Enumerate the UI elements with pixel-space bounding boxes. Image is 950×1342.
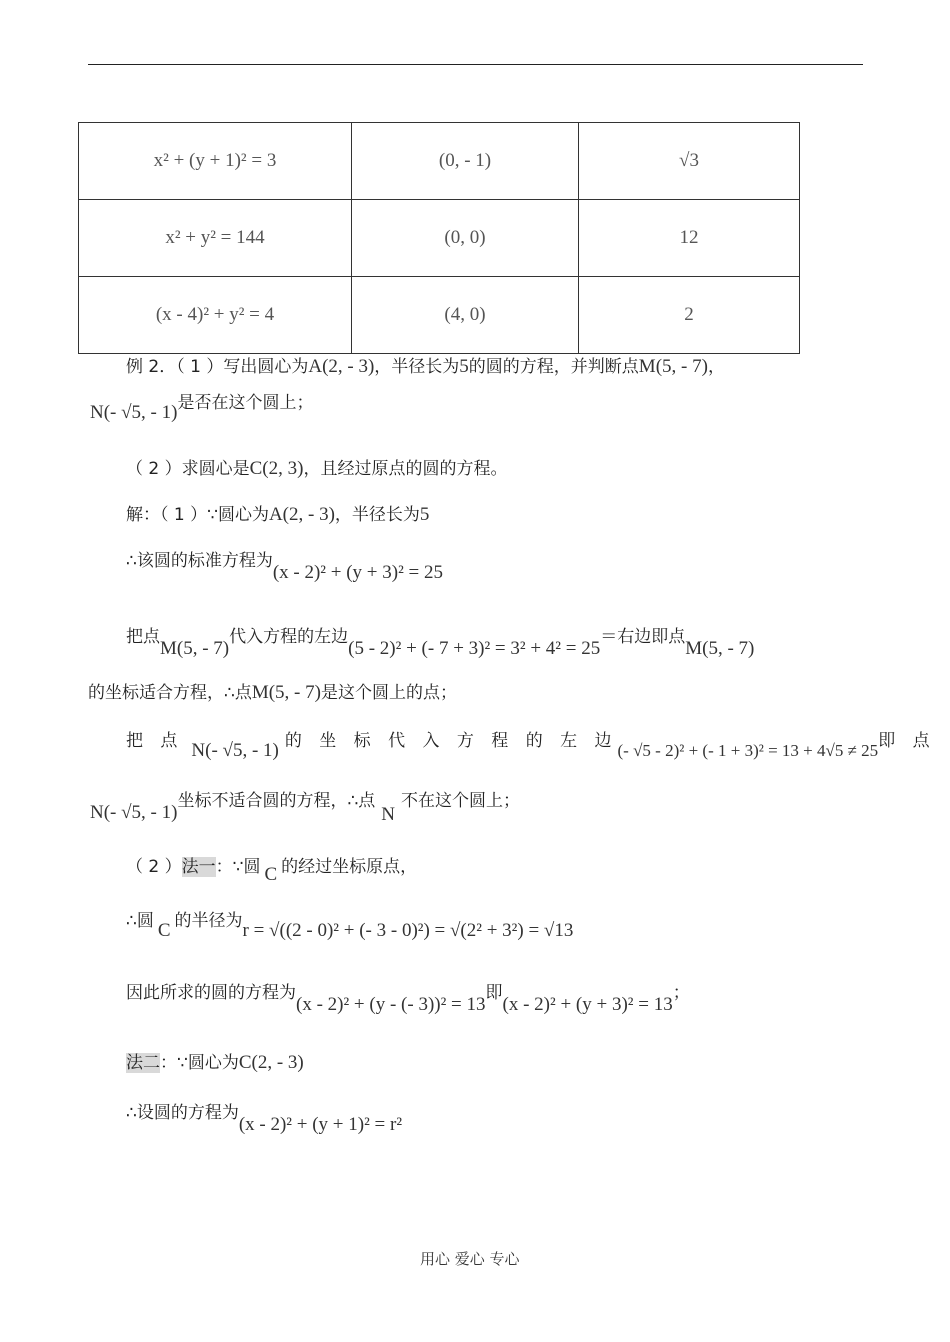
- solution-line-4: 的坐标适合方程，∴点M(5, - 7)是这个圆上的点；: [88, 682, 457, 703]
- center-cell: (0, 0): [352, 200, 579, 277]
- solution-line-8: ∴圆 C 的半径为r = √((2 - 0)² + (- 3 - 0)²) = √(2² + 3²) = √13: [126, 911, 574, 941]
- table-row: [79, 200, 800, 277]
- radius-cell: √3: [579, 123, 800, 200]
- solution-line-10: 法二：∵圆心为C(2, - 3): [126, 1052, 304, 1073]
- table-row: [79, 277, 800, 354]
- example-line-1: 例 2．（ 1 ）写出圆心为A(2, - 3)，半径长为5的圆的方程，并判断点M(5, - 7)，: [126, 356, 725, 377]
- solution-line-11: ∴设圆的方程为(x - 2)² + (y + 1)² = r²: [126, 1103, 403, 1135]
- solution-line-7: （ 2 ）法一：∵圆 C 的经过坐标原点，: [126, 857, 418, 885]
- method-one-highlight: 法一: [181, 857, 216, 877]
- table-row: [79, 123, 800, 200]
- equation-cell: x² + y² = 144: [79, 200, 352, 277]
- equation-cell: (x - 4)² + y² = 4: [79, 277, 352, 354]
- solution-line-1: 解：（ 1 ）∵圆心为A(2, - 3)，半径长为5: [126, 504, 430, 525]
- circle-equation-table: [78, 122, 800, 354]
- example-line-2: N(- √5, - 1)是否在这个圆上；: [90, 393, 314, 423]
- solution-line-6: N(- √5, - 1)坐标不适合圆的方程，∴点N不在这个圆上；: [90, 791, 521, 825]
- solution-line-2: ∴该圆的标准方程为(x - 2)² + (y + 3)² = 25: [126, 551, 444, 583]
- center-cell: (4, 0): [352, 277, 579, 354]
- header-rule: [88, 64, 863, 65]
- radius-cell: 2: [579, 277, 800, 354]
- solution-line-3: 把点M(5, - 7)代入方程的左边(5 - 2)² + (- 7 + 3)² = 3² + 4² = 25＝右边即点M(5, - 7): [126, 627, 755, 659]
- radius-cell: 12: [579, 200, 800, 277]
- example-line-3: （ 2 ）求圆心是C(2, 3)，且经过原点的圆的方程。: [126, 458, 508, 479]
- solution-line-9: 因此所求的圆的方程为(x - 2)² + (y - (- 3))² = 13即(x - 2)² + (y + 3)² = 13；: [126, 983, 690, 1015]
- center-cell: (0, - 1): [352, 123, 579, 200]
- method-two-highlight: 法二: [126, 1053, 160, 1073]
- solution-line-5: 把 点 N(- √5, - 1) 的 坐 标 代 入 方 程 的 左 边(- √5 - 2)² + (- 1 + 3)² = 13 + 4√5 ≠ 25即 点: [126, 731, 936, 761]
- page-footer: 用心 爱心 专心: [420, 1250, 520, 1268]
- equation-cell: x² + (y + 1)² = 3: [79, 123, 352, 200]
